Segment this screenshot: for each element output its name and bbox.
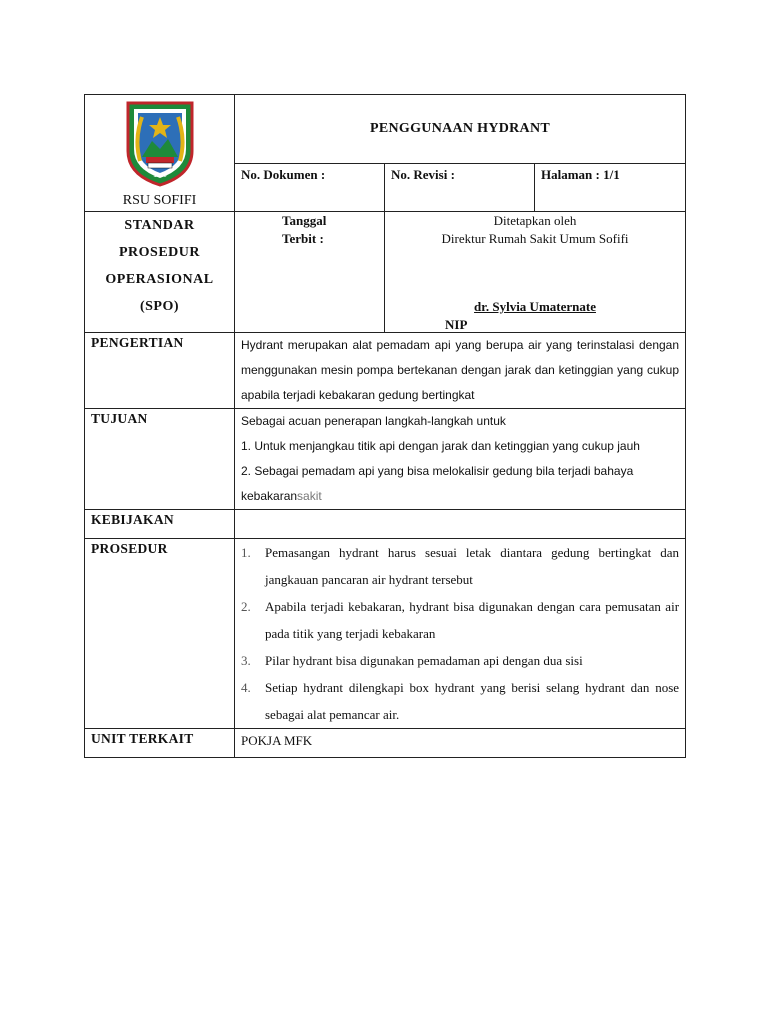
tujuan-content — [235, 409, 686, 510]
prosedur-label: PROSEDUR — [85, 539, 235, 729]
spo-line-spo: (SPO) — [139, 299, 180, 314]
logo-year: 1999 — [153, 173, 167, 179]
no-revisi-cell: No. Revisi : — [385, 164, 535, 212]
prosedur-item-3 — [241, 647, 679, 674]
unit-terkait-text: POKJA MFK — [235, 729, 686, 758]
direktur-title: Direktur Rumah Sakit Umum Sofifi — [441, 231, 629, 246]
prosedur-item-3-number: 3. — [241, 653, 251, 668]
prosedur-item-2-number: 2. — [241, 599, 251, 614]
logo-cell — [85, 95, 235, 212]
prosedur-item-2-text: Apabila terjadi kebakaran, hydrant bisa digunakan dengan cara pemusatan air pada titik yang terjadi kebakaran — [265, 599, 680, 641]
tujuan-label: TUJUAN — [85, 409, 235, 510]
halaman-cell: Halaman : 1/1 — [535, 164, 686, 212]
prosedur-item-4-text: Setiap hydrant dilengkapi box hydrant yang berisi selang hydrant dan nose sebagai alat pemancar air. — [265, 680, 680, 722]
unit-terkait-label: UNIT TERKAIT — [85, 729, 235, 758]
prosedur-content — [235, 539, 686, 729]
prosedur-list — [241, 539, 679, 728]
hospital-logo — [122, 99, 198, 189]
tanggal-label: Tanggal — [282, 213, 327, 228]
pengertian-label: PENGERTIAN — [85, 333, 235, 409]
tanggal-terbit-cell — [235, 212, 385, 333]
no-dokumen-cell: No. Dokumen : — [235, 164, 385, 212]
document-title: PENGGUNAAN HYDRANT — [235, 95, 686, 164]
spo-document-table — [84, 94, 686, 758]
prosedur-item-2 — [241, 593, 679, 647]
terbit-label: Terbit : — [282, 231, 324, 246]
kebijakan-text — [235, 510, 686, 539]
pengertian-text: Hydrant merupakan alat pemadam api yang berupa air yang terinstalasi dengan menggunakan mesin pompa bertekanan dengan jarak dan ketinggian yang cukup apabila terjadi kebakaran gedung bertingkat — [235, 333, 686, 409]
tujuan-item-2 — [241, 459, 679, 509]
prosedur-item-1 — [241, 539, 679, 593]
prosedur-item-3-text: Pilar hydrant bisa digunakan pemadaman api dengan dua sisi — [265, 653, 583, 668]
tujuan-item-2-text: 2. Sebagai pemadam api yang bisa melokalisir gedung bila terjadi bahaya kebakaran — [241, 464, 634, 503]
org-name: RSU SOFIFI — [122, 193, 197, 208]
prosedur-item-1-number: 1. — [241, 545, 251, 560]
prosedur-item-1-text: Pemasangan hydrant harus sesuai letak diantara gedung bertingkat dan jangkauan pancaran air hydrant tersebut — [265, 545, 680, 587]
spo-line-operasional: OPERASIONAL — [105, 272, 214, 287]
penetapan-cell — [385, 212, 686, 333]
nip-label: NIP — [445, 317, 468, 332]
tujuan-item-1: 1. Untuk menjangkau titik api dengan jarak dan ketinggian yang cukup jauh — [241, 439, 640, 453]
ditetapkan-oleh: Ditetapkan oleh — [493, 213, 577, 228]
spo-line-standar: STANDAR — [124, 218, 195, 233]
tujuan-item-2-suffix: sakit — [297, 489, 322, 503]
kebijakan-label: KEBIJAKAN — [85, 510, 235, 539]
spo-line-prosedur: PROSEDUR — [118, 245, 200, 260]
prosedur-item-4-number: 4. — [241, 680, 251, 695]
spo-label — [85, 212, 235, 333]
prosedur-item-4 — [241, 674, 679, 728]
tujuan-intro: Sebagai acuan penerapan langkah-langkah untuk — [241, 414, 506, 428]
director-name: dr. Sylvia Umaternate — [474, 299, 596, 314]
